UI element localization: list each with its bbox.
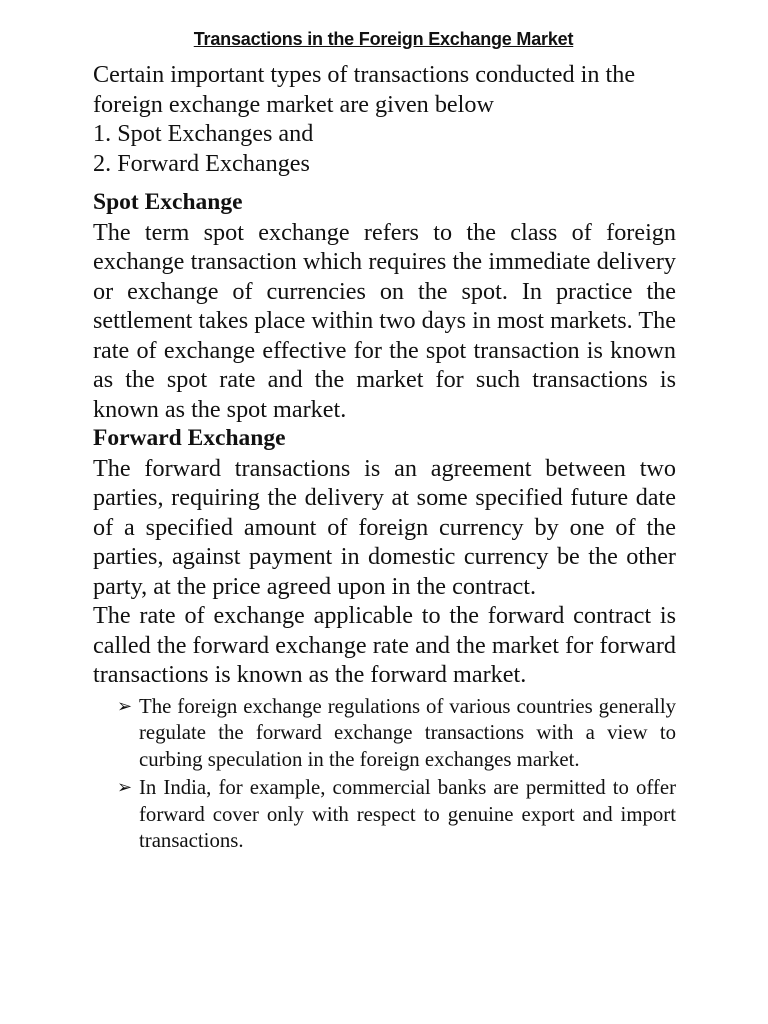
bullet-text: In India, for example, commercial banks are permitted to offer forward cover only with respect to genuine export and import transactions. — [139, 776, 676, 852]
bullet-text: The foreign exchange regulations of various countries generally regulate the forward exchange transactions with a view to curbing speculation in the foreign exchanges market. — [139, 694, 676, 771]
forward-exchange-paragraph-2: The rate of exchange applicable to the forward contract is called the forward exchange rate and the market for forward transactions is known as the forward market. — [93, 602, 676, 688]
document-title: Transactions in the Foreign Exchange Market — [193, 29, 574, 49]
list-item — [117, 694, 676, 774]
forward-exchange-paragraph-1: The forward transactions is an agreement between two parties, requiring the delivery at some specified future date of a specified amount of foreign currency by one of the parties, against payment in domestic currency be the other party, at the price agreed upon in the contract. — [93, 454, 676, 600]
intro-list-item-2: 2. Forward Exchanges — [93, 149, 310, 177]
intro-lead: Certain important types of transactions conducted in the foreign exchange market are given below — [93, 61, 636, 118]
arrow-bullet-icon: ➢ — [117, 695, 133, 717]
intro-paragraph — [93, 60, 676, 178]
spot-exchange-paragraph: The term spot exchange refers to the class of foreign exchange transaction which requires the immediate delivery or exchange of currencies on the spot. In practice the settlement takes place within two days in most markets. The rate of exchange effective for the spot transaction is known as the spot rate and the market for such transactions is known as the spot market. — [93, 218, 676, 423]
arrow-bullet-icon: ➢ — [117, 777, 133, 798]
spot-exchange-heading: Spot Exchange — [93, 189, 243, 215]
forward-exchange-bullet-list — [117, 694, 676, 855]
forward-exchange-heading: Forward Exchange — [93, 425, 286, 451]
list-item — [117, 775, 676, 855]
intro-list-item-1: 1. Spot Exchanges and — [93, 120, 314, 147]
